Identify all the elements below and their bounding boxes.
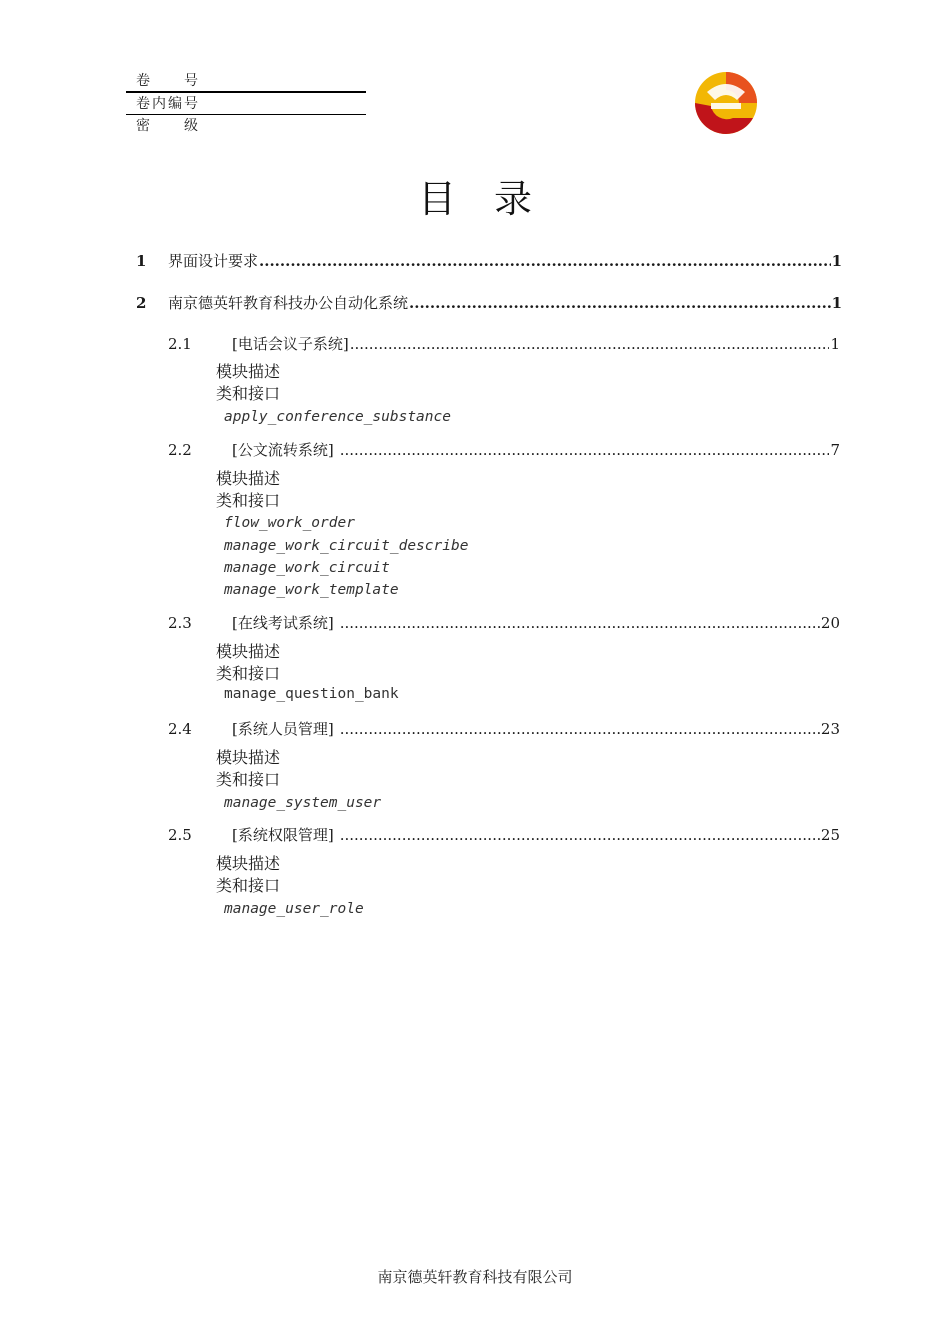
page-title: 目录: [417, 177, 570, 221]
toc-entry-2-1[interactable]: 2.1 [电话会议子系统] ..... 1: [168, 333, 840, 354]
class-item[interactable]: manage_work_template: [224, 582, 399, 598]
volume-internal-number-field: 卷内编号: [126, 91, 366, 114]
security-level-field: 密 级: [126, 114, 366, 136]
module-description-label: 模块描述: [216, 748, 281, 767]
toc-entry-2[interactable]: 2 南京德英轩教育科技办公自动化系统 ..... 1: [136, 292, 842, 313]
class-item[interactable]: manage_user_role: [224, 901, 364, 917]
classes-interfaces-label: 类和接口: [216, 384, 281, 403]
classes-interfaces-label: 类和接口: [216, 770, 281, 789]
company-logo-icon: [693, 70, 759, 136]
toc-entry-2-3[interactable]: 2.3 [在线考试系统] ..... 20: [168, 612, 840, 633]
toc-entry-2-2[interactable]: 2.2 [公文流转系统] ..... 7: [168, 439, 840, 460]
class-item[interactable]: apply_conference_substance: [224, 409, 451, 425]
toc-entry-1[interactable]: 1 界面设计要求 ..... 1: [136, 250, 842, 271]
class-item[interactable]: manage_work_circuit: [224, 560, 390, 576]
module-description-label: 模块描述: [216, 854, 281, 873]
toc-entry-2-4[interactable]: 2.4 [系统人员管理] ..... 23: [168, 718, 840, 739]
module-description-label: 模块描述: [216, 362, 281, 381]
module-description-label: 模块描述: [216, 469, 281, 488]
class-item[interactable]: manage_work_circuit_describe: [224, 538, 469, 554]
page-footer: 南京德英轩教育科技有限公司: [377, 1268, 573, 1286]
classes-interfaces-label: 类和接口: [216, 876, 281, 895]
document-header-fields: [126, 70, 366, 136]
classes-interfaces-label: 类和接口: [216, 664, 281, 683]
class-item[interactable]: manage_system_user: [224, 795, 382, 811]
volume-number-field: 卷 号: [136, 73, 200, 89]
class-item[interactable]: manage_question_bank: [224, 686, 399, 702]
class-item[interactable]: flow_work_order: [224, 515, 355, 531]
module-description-label: 模块描述: [216, 642, 281, 661]
classes-interfaces-label: 类和接口: [216, 491, 281, 510]
toc-entry-2-5[interactable]: 2.5 [系统权限管理] ..... 25: [168, 824, 840, 845]
